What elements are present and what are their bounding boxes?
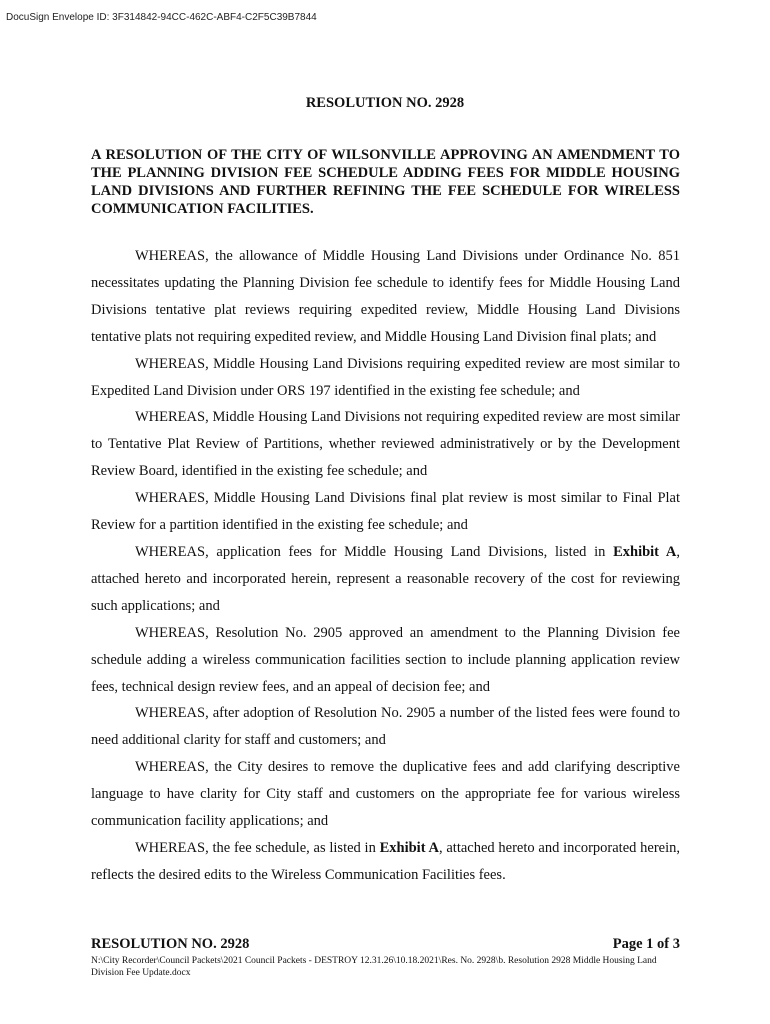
docusign-envelope-id: DocuSign Envelope ID: 3F314842-94CC-462C-ABF4-C2F5C39B7844 — [6, 12, 317, 23]
whereas-paragraph-5 — [91, 539, 680, 620]
paragraph-text: WHEREAS, application fees for Middle Housing Land Divisions, listed in — [135, 543, 614, 560]
footer-file-path: N:\City Recorder\Council Packets\2021 Council Packets - DESTROY 12.31.26\10.18.2021\Res. No. 2928\b. Resolution 2928 Middle Housing Land Division Fee Update.docx — [91, 956, 657, 978]
whereas-paragraph-4: WHERAES, Middle Housing Land Divisions final plat review is most similar to Final Plat Review for a partition identified in the existing fee schedule; and — [91, 490, 680, 534]
paragraph-text: , attached hereto and incorporated herein, reflects the desired edits to the Wireless Communication Facilities fees. — [91, 839, 681, 883]
resolution-title: RESOLUTION NO. 2928 — [305, 95, 465, 111]
exhibit-a-reference: Exhibit A — [613, 543, 677, 560]
whereas-paragraph-9 — [91, 835, 680, 889]
footer-resolution-title: RESOLUTION NO. 2928 — [91, 936, 250, 952]
whereas-paragraph-2: WHEREAS, Middle Housing Land Divisions requiring expedited review are most similar to Expedited Land Division under ORS 197 identified in the existing fee schedule; and — [91, 355, 680, 399]
whereas-paragraph-6: WHEREAS, Resolution No. 2905 approved an amendment to the Planning Division fee schedule adding a wireless communication facilities section to include planning application review fees, technical design review fees, and an appeal of decision fee; and — [91, 624, 680, 695]
paragraph-text: , attached hereto and incorporated herein, represent a reasonable recovery of the cost for reviewing such applications; and — [91, 543, 681, 614]
resolution-heading: A RESOLUTION OF THE CITY OF WILSONVILLE APPROVING AN AMENDMENT TO THE PLANNING DIVISION FEE SCHEDULE ADDING FEES FOR MIDDLE HOUSING LAND DIVISIONS AND FURTHER REFINING THE FEE SCHEDULE FOR WIRELESS COMMUNICATION FACILITIES. — [91, 147, 680, 217]
exhibit-a-reference: Exhibit A — [379, 839, 439, 856]
document-body — [91, 243, 680, 889]
page-footer — [91, 936, 680, 953]
whereas-paragraph-3: WHEREAS, Middle Housing Land Divisions not requiring expedited review are most similar to Tentative Plat Review of Partitions, whether reviewed administratively or by the Development Review Board, identified in the existing fee schedule; and — [91, 409, 680, 480]
footer-page-number: Page 1 of 3 — [612, 936, 680, 952]
whereas-paragraph-8: WHEREAS, the City desires to remove the duplicative fees and add clarifying descriptive language to have clarity for City staff and customers on the appropriate fee for various wireless communication facility applications; and — [91, 759, 680, 830]
whereas-paragraph-7: WHEREAS, after adoption of Resolution No. 2905 a number of the listed fees were found to need additional clarity for staff and customers; and — [91, 705, 680, 749]
paragraph-text: WHEREAS, the fee schedule, as listed in — [135, 839, 380, 856]
whereas-paragraph-1: WHEREAS, the allowance of Middle Housing Land Divisions under Ordinance No. 851 necessitates updating the Planning Division fee schedule to identify fees for Middle Housing Land Divisions tentative plat reviews requiring expedited review, Middle Housing Land Divisions tentative plats not requiring expedited review, and Middle Housing Land Division final plats; and — [91, 248, 680, 345]
